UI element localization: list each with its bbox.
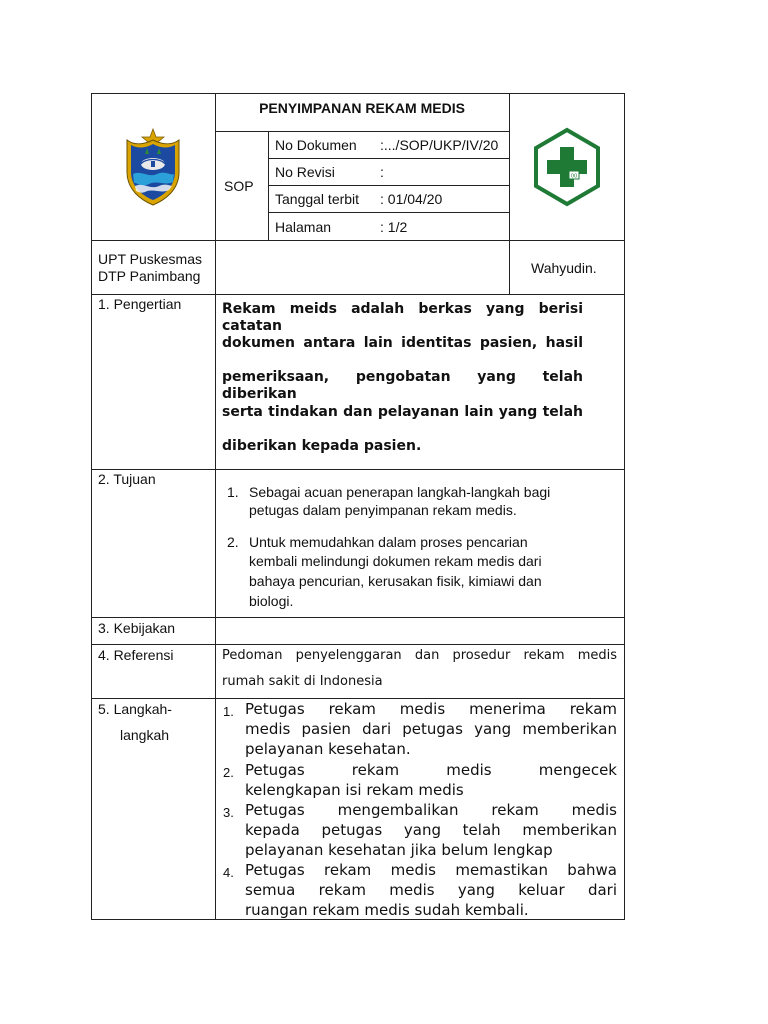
table-border-left (91, 93, 92, 920)
svg-text:00: 00 (570, 173, 578, 180)
row-divider (91, 294, 625, 295)
langkah-item-line: pelayanan kesehatan. (245, 740, 411, 758)
no-revisi-value: : (380, 164, 384, 180)
tujuan-item-line: Untuk memudahkan dalam proses pencarian (249, 534, 528, 550)
langkah-item-number: 1. (223, 704, 234, 719)
langkah-item-line: pelayanan kesehatan jika belum lengkap (245, 841, 553, 859)
puskesmas-logo (531, 127, 603, 207)
pengertian-line: diberikan kepada pasien. (222, 438, 422, 454)
halaman-label: Halaman (275, 219, 332, 235)
pengertian-line: Rekam meids adalah berkas yang berisi catatan (222, 301, 583, 334)
langkah-item-number: 2. (223, 765, 234, 780)
pengertian-line: serta tindakan dan pelayanan lain yang telah (222, 404, 583, 420)
langkah-item-line: medis pasien dari petugas yang memberikan (245, 720, 617, 738)
section-label-pengertian: 1. Pengertian (98, 296, 182, 312)
signer-name: Wahyudin. (531, 260, 597, 276)
org-name-line1: UPT Puskesmas (98, 251, 202, 267)
halaman-value: : 1/2 (380, 219, 408, 235)
langkah-item-line: Petugas rekam medis memastikan bahwa (245, 861, 617, 879)
document-title: PENYIMPANAN REKAM MEDIS (259, 100, 465, 116)
langkah-item-number: 4. (223, 865, 234, 880)
section-label-tujuan: 2. Tujuan (98, 471, 156, 487)
tujuan-item-line: petugas dalam penyimpanan rekam medis. (249, 502, 517, 518)
tujuan-item-line: biologi. (249, 593, 294, 609)
row-divider (268, 212, 509, 213)
row-divider (91, 240, 625, 241)
section-label-referensi: 4. Referensi (98, 647, 174, 663)
section-label-kebijakan: 3. Kebijakan (98, 620, 176, 636)
no-revisi-label: No Revisi (275, 164, 335, 180)
tujuan-item-line: bahaya pencurian, kerusakan fisik, kimiawi dan (249, 573, 542, 589)
title-divider (215, 131, 509, 132)
row-divider (91, 617, 625, 618)
pengertian-line: pemeriksaan, pengobatan yang telah diberikan (222, 369, 583, 402)
referensi-line: Pedoman penyelenggaran dan prosedur rekam medis (222, 648, 617, 663)
sop-column-divider (268, 131, 269, 241)
langkah-item-line: Petugas rekam medis mengecek (245, 761, 617, 779)
langkah-item-number: 3. (223, 805, 234, 820)
langkah-item-line: Petugas mengembalikan rekam medis (245, 801, 617, 819)
row-divider (91, 644, 625, 645)
tanggal-terbit-value: : 01/04/20 (380, 191, 443, 207)
no-dokumen-label: No Dokumen (275, 137, 357, 153)
table-border-right (624, 93, 625, 920)
regional-emblem-logo (121, 128, 185, 206)
langkah-item-line: kepada petugas yang telah memberikan (245, 821, 617, 839)
logo-column-divider (509, 93, 510, 294)
tujuan-item-line: Sebagai acuan penerapan langkah-langkah bagi (249, 484, 551, 500)
tujuan-item-number: 2. (227, 534, 239, 550)
tujuan-item-number: 1. (227, 484, 239, 500)
column-divider (215, 93, 216, 919)
tujuan-item-line: kembali melindungi dokumen rekam medis dari (249, 553, 542, 569)
section-label-langkah-cont: langkah (120, 727, 170, 743)
langkah-item-line: kelengkapan isi rekam medis (245, 781, 464, 799)
row-divider (268, 185, 509, 186)
no-dokumen-value: :.../SOP/UKP/IV/20 (380, 137, 499, 153)
table-border-top (91, 93, 625, 94)
row-divider (91, 698, 625, 699)
tanggal-terbit-label: Tanggal terbit (275, 191, 360, 207)
section-label-langkah: 5. Langkah- (98, 701, 172, 717)
langkah-item-line: Petugas rekam medis menerima rekam (245, 700, 617, 718)
sop-label: SOP (224, 178, 254, 194)
referensi-line: rumah sakit di Indonesia (222, 674, 383, 689)
table-border-bottom (91, 919, 625, 920)
org-name-line2: DTP Panimbang (98, 268, 201, 284)
row-divider (268, 158, 509, 159)
pengertian-line: dokumen antara lain identitas pasien, hasil (222, 335, 583, 351)
langkah-item-line: ruangan rekam medis sudah kembali. (245, 901, 529, 919)
langkah-item-line: semua rekam medis yang keluar dari (245, 881, 617, 899)
row-divider (91, 469, 625, 470)
